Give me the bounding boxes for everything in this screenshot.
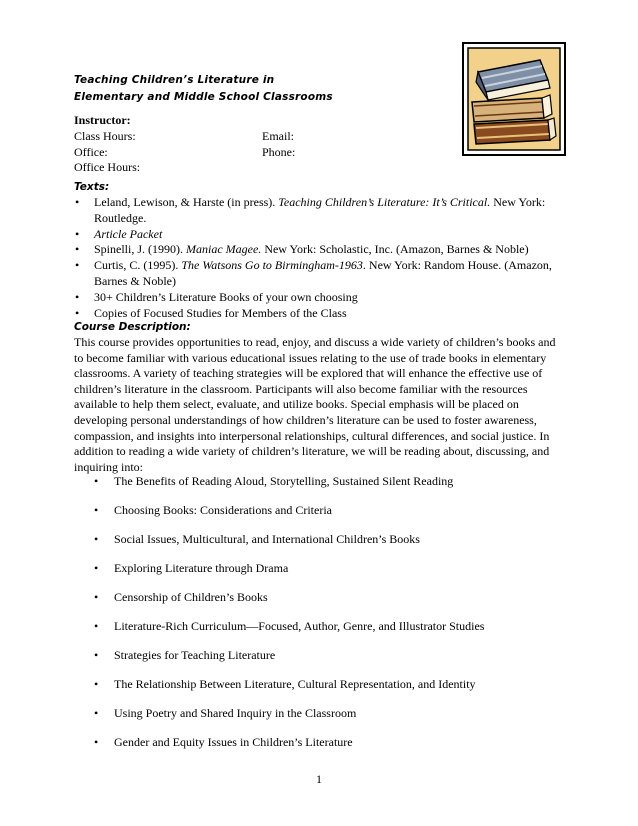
text-item: • Spinelli, J. (1990). Maniac Magee. New York: Scholastic, Inc. (Amazon, Barnes & Noble): [74, 242, 564, 258]
phone-label: Phone:: [262, 144, 296, 159]
course-title-line1: Teaching Children’s Literature in: [74, 74, 275, 86]
texts-list: [74, 195, 564, 321]
text-item: • 30+ Children’s Literature Books of your own choosing: [74, 290, 564, 306]
topics-list: [74, 474, 564, 764]
course-description-body: This course provides opportunities to read, enjoy, and discuss a wide variety of children’s books and to become familiar with various educational issues relating to the use of trade books in elementary classrooms. A variety of teaching strategies will be explored that will enhance the effective use of children’s literature in the classroom. Participants will also become familiar with the resources available to help them select, evaluate, and utilize books. Special emphasis will be placed on developing personal understandings of how children’s literature can be used to foster awareness, compassion, and insights into interpersonal relationships, cultural differences, and social justice. In addition to reading a wide variety of children’s literature, we will be reading about, discussing, and inquiring into:: [74, 335, 556, 474]
course-description-heading: Course Description:: [74, 321, 191, 333]
office-hours-label: Office Hours:: [74, 160, 141, 175]
class-hours-label: Class Hours:: [74, 128, 136, 143]
topic-item: • Using Poetry and Shared Inquiry in the Classroom: [74, 706, 564, 735]
text-item: • Leland, Lewison, & Harste (in press). Teaching Children’s Literature: It’s Critical. New York: Routledge.: [74, 195, 564, 227]
topic-item: • Strategies for Teaching Literature: [74, 648, 564, 677]
topic-item: • Censorship of Children’s Books: [74, 590, 564, 619]
course-description-section: [74, 320, 566, 475]
topic-item: • Gender and Equity Issues in Children’s Literature: [74, 735, 564, 764]
topic-item: • Exploring Literature through Drama: [74, 561, 564, 590]
text-item: • Copies of Focused Studies for Members of the Class: [74, 306, 564, 322]
topic-item: • Choosing Books: Considerations and Criteria: [74, 503, 564, 532]
course-title: [74, 72, 434, 106]
text-item: • Curtis, C. (1995). The Watsons Go to Birmingham-1963. New York: Random House. (Amazon, Barnes & Noble): [74, 258, 564, 290]
texts-section: [74, 180, 564, 321]
topic-item: • Social Issues, Multicultural, and International Children’s Books: [74, 532, 564, 561]
text-item: • Article Packet: [74, 227, 564, 243]
texts-heading: Texts:: [74, 181, 110, 193]
topic-item: • The Benefits of Reading Aloud, Storytelling, Sustained Silent Reading: [74, 474, 564, 503]
instructor-block: [74, 113, 494, 176]
email-label: Email:: [262, 128, 294, 143]
instructor-heading: Instructor:: [74, 113, 131, 127]
page-number: 1: [316, 772, 322, 786]
topic-item: • The Relationship Between Literature, Cultural Representation, and Identity: [74, 677, 564, 706]
topic-item: • Literature-Rich Curriculum—Focused, Author, Genre, and Illustrator Studies: [74, 619, 564, 648]
office-label: Office:: [74, 144, 108, 159]
course-title-line2: Elementary and Middle School Classrooms: [74, 91, 333, 103]
